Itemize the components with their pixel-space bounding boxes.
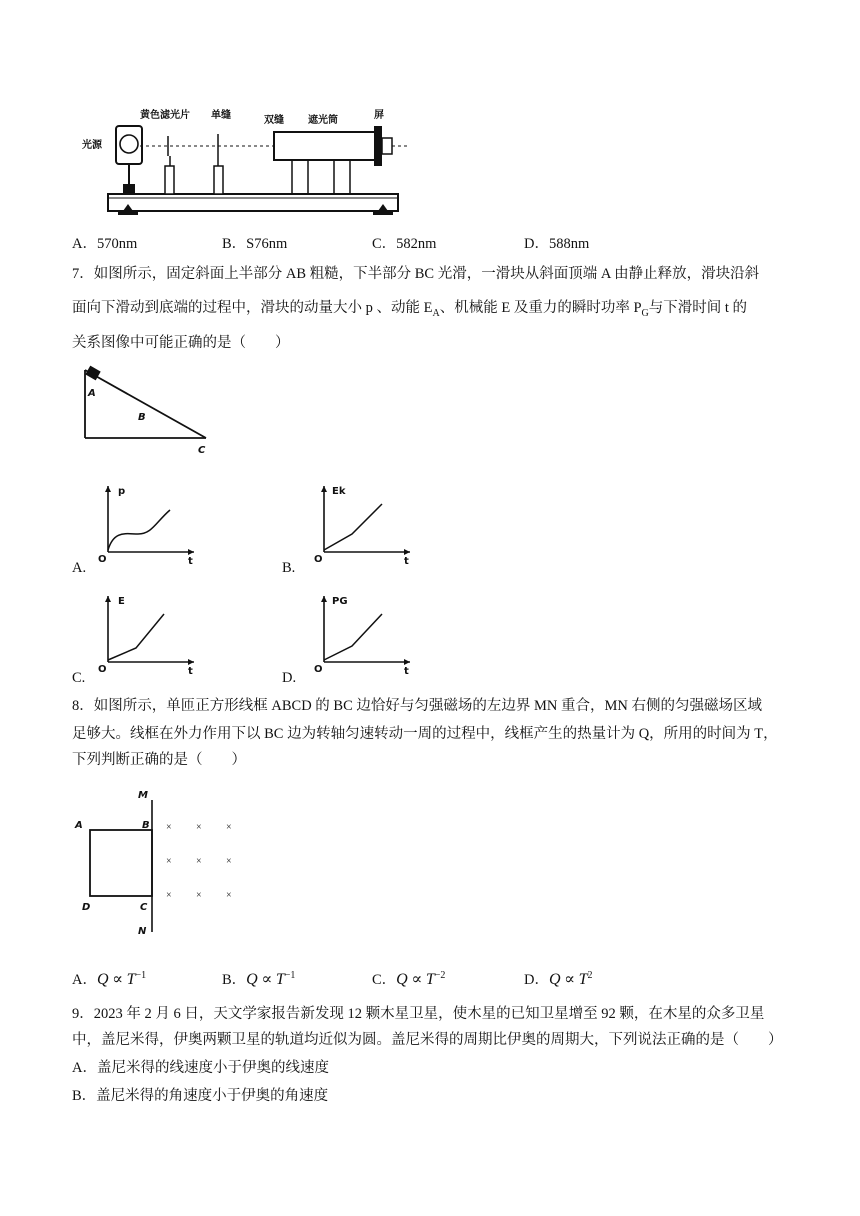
label-n: N	[138, 926, 147, 937]
label-b: B	[142, 820, 150, 831]
label-light-tube: 遮光筒	[308, 115, 338, 126]
q8-option-d: D．$Q \propto T^2$	[524, 970, 593, 988]
q9-text-line1: 9．2023 年 2 月 6 日，天文学家报告新发现 12 颗木星卫星，使木星的已知卫星增至 92 颗，在木星的众多卫星	[72, 1006, 765, 1022]
field-cross: ×	[196, 890, 202, 901]
q6-option-c: C．582nm	[372, 236, 437, 252]
field-cross: ×	[226, 822, 232, 833]
q7-option-a-label: A.	[72, 560, 87, 576]
graph-c-origin: O	[98, 664, 107, 675]
field-cross: ×	[166, 856, 172, 867]
label-yellow-filter: 黄色滤光片	[140, 110, 190, 121]
label-d: D	[82, 902, 91, 913]
q7-graph-b	[312, 482, 416, 566]
q7-text-line1: 7．如图所示，固定斜面上半部分 AB 粗糙，下半部分 BC 光滑，一滑块从斜面顶端 A 由静止释放，滑块沿斜	[72, 266, 760, 282]
field-cross: ×	[226, 856, 232, 867]
field-cross: ×	[196, 822, 202, 833]
graph-a-xlabel: t	[188, 556, 193, 566]
coil-magnetic-field-figure	[72, 786, 262, 938]
field-cross: ×	[166, 890, 172, 901]
q7-option-c-label: C.	[72, 670, 86, 686]
q7-graph-c	[96, 592, 200, 676]
q6-option-b: B．S76nm	[222, 236, 288, 252]
incline-label-a: A	[88, 388, 96, 399]
q8-option-c: C．$Q \propto T^{-2}$	[372, 970, 446, 988]
q8-text-line1: 8．如图所示，单匝正方形线框 ABCD 的 BC 边恰好与匀强磁场的左边界 MN 重合，MN 右侧的匀强磁场区域	[72, 698, 762, 714]
q8-option-a: A．$Q \propto T^{-1}$	[72, 970, 147, 988]
q6-option-a: A．570nm	[72, 236, 138, 252]
double-slit-apparatus-figure	[78, 96, 418, 226]
graph-b-xlabel: t	[404, 556, 409, 566]
q7-option-d-label: D.	[282, 670, 297, 686]
label-light-source: 光源	[82, 140, 102, 151]
graph-d-origin: O	[314, 664, 323, 675]
label-a: A	[75, 820, 83, 831]
q7-option-b-label: B.	[282, 560, 296, 576]
graph-c-xlabel: t	[188, 666, 193, 676]
q8-text-line3: 下列判断正确的是（ ）	[72, 752, 246, 768]
graph-d-xlabel: t	[404, 666, 409, 676]
incline-figure	[78, 362, 218, 457]
label-screen: 屏	[374, 110, 384, 121]
graph-b-origin: O	[314, 554, 323, 565]
field-cross: ×	[166, 822, 172, 833]
q9-option-b: B．盖尼米得的角速度小于伊奥的角速度	[72, 1088, 329, 1104]
field-cross: ×	[196, 856, 202, 867]
label-c: C	[140, 902, 148, 913]
label-single-slit: 单缝	[211, 110, 231, 121]
graph-a-ylabel: p	[118, 486, 126, 497]
graph-d-ylabel: PG	[332, 596, 348, 607]
q6-option-d: D．588nm	[524, 236, 590, 252]
field-cross: ×	[226, 890, 232, 901]
q7-graph-d	[312, 592, 416, 676]
q9-text-line2: 中，盖尼米得，伊奥两颗卫星的轨道均近似为圆。盖尼米得的周期比伊奥的周期大，下列说法正确的是（ ）	[72, 1032, 783, 1048]
q8-text-line2: 足够大。线框在外力作用下以 BC 边为转轴匀速转动一周的过程中，线框产生的热量计为 Q，所用的时间为 T，	[72, 726, 778, 742]
q9-option-a: A．盖尼米得的线速度小于伊奥的线速度	[72, 1060, 329, 1076]
q7-text-line2: 面向下滑动到底端的过程中，滑块的动量大小 p 、动能 $E_A$、机械能 E 及重力的瞬时功率 $P_G$与下滑时间 t 的	[72, 300, 748, 319]
label-double-slit: 双缝	[264, 115, 284, 126]
incline-label-b: B	[138, 412, 146, 423]
q7-graph-a	[96, 482, 200, 566]
q7-text-line3: 关系图像中可能正确的是（ ）	[72, 335, 290, 351]
graph-b-ylabel: Ek	[332, 486, 346, 497]
label-m: M	[138, 790, 148, 801]
graph-a-origin: O	[98, 554, 107, 565]
graph-c-ylabel: E	[118, 596, 125, 607]
incline-label-c: C	[198, 445, 206, 456]
q8-option-b: B．$Q \propto T^{-1}$	[222, 970, 296, 988]
